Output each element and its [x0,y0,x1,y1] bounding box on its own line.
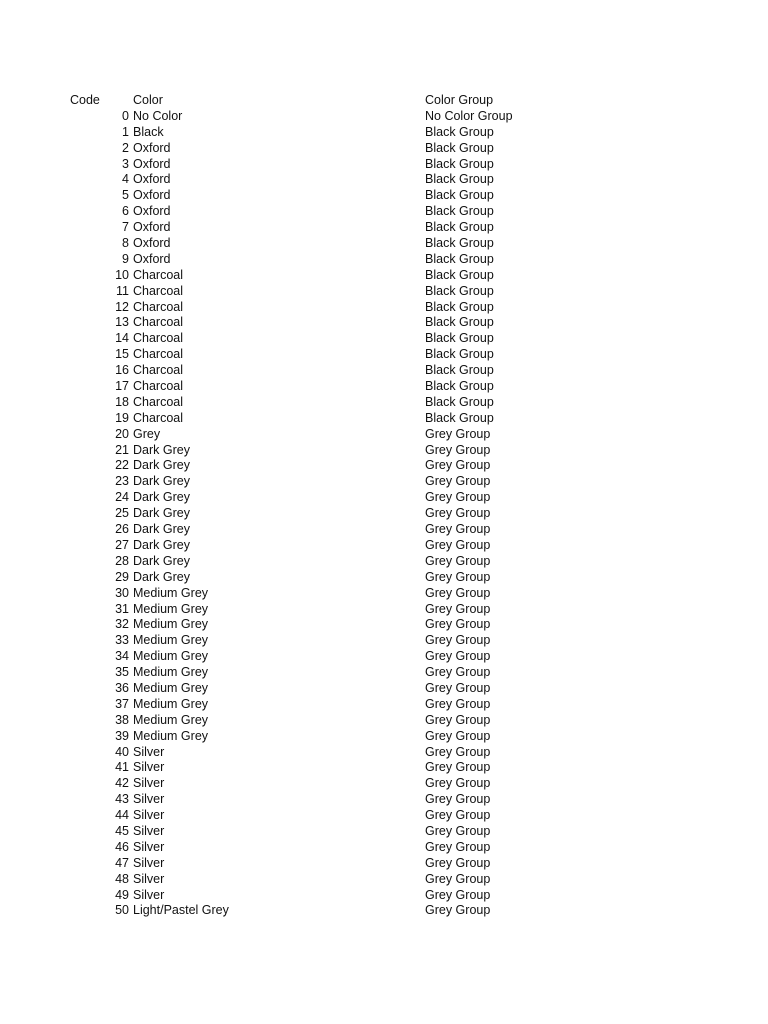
color-cell: Silver [133,871,165,886]
table-row [0,872,768,888]
code-cell: 0 [122,108,129,123]
code-cell: 31 [115,601,129,616]
color-cell: Medium Grey [133,728,209,743]
color-cell: Medium Grey [133,617,209,632]
table-row [0,602,768,618]
color-group-cell: Grey Group [425,792,491,807]
table-row [0,554,768,570]
color-cell: Oxford [133,156,171,171]
color-group-cell: Grey Group [425,665,491,680]
table-row [0,379,768,395]
table-row [0,649,768,665]
table-row [0,760,768,776]
color-group-cell: Grey Group [425,569,491,584]
table-row [0,268,768,284]
table-row [0,395,768,411]
color-cell: Oxford [133,172,171,187]
code-cell: 11 [116,283,129,298]
code-cell: 43 [115,792,129,807]
color-group-cell: Grey Group [425,506,491,521]
color-cell: Silver [133,744,165,759]
code-cell: 25 [115,506,129,521]
color-group-cell: Black Group [425,172,494,187]
color-cell: No Color [133,108,183,123]
color-cell: Medium Grey [133,680,209,695]
code-cell: 30 [115,585,129,600]
table-row [0,172,768,188]
color-group-cell: Grey Group [425,522,491,537]
color-cell: Medium Grey [133,633,209,648]
code-cell: 41 [115,760,129,775]
header-code: Code [70,93,100,107]
color-cell: Oxford [133,140,171,155]
table-row [0,300,768,316]
color-cell: Medium Grey [133,696,209,711]
table-row [0,729,768,745]
table-row [0,824,768,840]
table-row [0,538,768,554]
color-group-cell: Black Group [425,236,494,251]
code-cell: 44 [115,808,129,823]
color-group-cell: Grey Group [425,839,491,854]
color-group-cell: Black Group [425,188,494,203]
color-cell: Charcoal [133,299,184,314]
color-cell: Silver [133,776,165,791]
table-row [0,713,768,729]
code-cell: 10 [115,267,129,282]
table-row [0,681,768,697]
color-group-cell: Black Group [425,124,494,139]
table-row [0,506,768,522]
code-cell: 36 [115,680,129,695]
code-cell: 7 [122,220,129,235]
color-cell: Medium Grey [133,649,209,664]
code-cell: 3 [122,156,129,171]
color-group-cell: Grey Group [425,903,491,918]
code-cell: 40 [115,744,129,759]
table-header-row [0,93,768,109]
color-cell: Medium Grey [133,601,209,616]
table-row [0,490,768,506]
color-group-cell: Grey Group [425,537,491,552]
color-cell: Oxford [133,188,171,203]
code-cell: 14 [115,331,129,346]
table-row [0,141,768,157]
table-row [0,458,768,474]
color-group-cell: Black Group [425,394,494,409]
code-cell: 47 [115,855,129,870]
color-cell: Grey [133,426,161,441]
table-row [0,220,768,236]
code-cell: 5 [122,188,129,203]
color-group-cell: Grey Group [425,490,491,505]
table-row [0,443,768,459]
color-group-cell: Grey Group [425,871,491,886]
code-cell: 6 [122,204,129,219]
table-row [0,586,768,602]
code-cell: 18 [115,394,129,409]
color-cell: Dark Grey [133,474,190,489]
table-row [0,570,768,586]
table-row [0,474,768,490]
table-row [0,808,768,824]
color-group-cell: Grey Group [425,585,491,600]
table-row [0,427,768,443]
table-row [0,109,768,125]
color-cell: Medium Grey [133,665,209,680]
color-cell: Oxford [133,251,171,266]
color-cell: Oxford [133,220,171,235]
table-row [0,157,768,173]
color-cell: Medium Grey [133,712,209,727]
code-cell: 34 [115,649,129,664]
code-cell: 35 [115,665,129,680]
code-cell: 38 [115,712,129,727]
code-cell: 13 [115,315,129,330]
table-row [0,363,768,379]
code-cell: 2 [122,140,129,155]
color-cell: Charcoal [133,331,184,346]
color-cell: Oxford [133,204,171,219]
table-row [0,411,768,427]
color-group-cell: Black Group [425,410,494,425]
color-group-cell: Grey Group [425,760,491,775]
color-group-cell: Grey Group [425,776,491,791]
color-group-cell: Grey Group [425,649,491,664]
color-group-cell: No Color Group [425,108,513,123]
color-cell: Dark Grey [133,458,190,473]
table-row [0,792,768,808]
code-cell: 4 [122,172,129,187]
color-cell: Charcoal [133,410,184,425]
code-cell: 8 [122,236,129,251]
color-group-cell: Black Group [425,156,494,171]
code-cell: 9 [122,251,129,266]
color-group-cell: Black Group [425,251,494,266]
code-cell: 37 [115,696,129,711]
code-cell: 1 [122,124,129,139]
color-cell: Silver [133,808,165,823]
color-group-cell: Black Group [425,267,494,282]
code-cell: 33 [115,633,129,648]
color-group-cell: Grey Group [425,744,491,759]
table-row [0,903,768,919]
color-group-cell: Black Group [425,140,494,155]
color-cell: Charcoal [133,379,184,394]
color-cell: Silver [133,887,165,902]
table-body [0,109,768,919]
table-row [0,522,768,538]
color-group-cell: Black Group [425,220,494,235]
code-cell: 17 [115,379,129,394]
code-cell: 32 [115,617,129,632]
color-cell: Dark Grey [133,553,190,568]
color-group-cell: Grey Group [425,887,491,902]
code-cell: 49 [115,887,129,902]
code-cell: 19 [115,410,129,425]
table-row [0,856,768,872]
code-cell: 45 [115,823,129,838]
color-group-cell: Grey Group [425,728,491,743]
color-group-cell: Black Group [425,204,494,219]
color-group-cell: Grey Group [425,442,491,457]
table-row [0,888,768,904]
table-row [0,745,768,761]
code-cell: 26 [115,522,129,537]
color-group-cell: Grey Group [425,553,491,568]
color-code-table [0,93,768,919]
table-row [0,347,768,363]
color-group-cell: Black Group [425,299,494,314]
table-row [0,284,768,300]
code-cell: 24 [115,490,129,505]
color-cell: Silver [133,839,165,854]
color-group-cell: Grey Group [425,696,491,711]
color-cell: Silver [133,823,165,838]
code-cell: 20 [115,426,129,441]
code-cell: 12 [115,299,129,314]
color-group-cell: Black Group [425,379,494,394]
color-group-cell: Grey Group [425,712,491,727]
table-row [0,331,768,347]
table-row [0,617,768,633]
color-cell: Oxford [133,236,171,251]
header-color: Color [133,93,163,107]
code-cell: 22 [115,458,129,473]
color-group-cell: Grey Group [425,808,491,823]
color-cell: Charcoal [133,283,184,298]
color-group-cell: Black Group [425,283,494,298]
table-row [0,840,768,856]
color-group-cell: Grey Group [425,617,491,632]
color-group-cell: Grey Group [425,474,491,489]
color-cell: Medium Grey [133,585,209,600]
code-cell: 15 [115,347,129,362]
table-row [0,125,768,141]
color-group-cell: Grey Group [425,855,491,870]
color-cell: Dark Grey [133,442,190,457]
table-row [0,236,768,252]
color-group-cell: Grey Group [425,601,491,616]
color-group-cell: Grey Group [425,680,491,695]
color-cell: Charcoal [133,267,184,282]
table-row [0,204,768,220]
table-row [0,188,768,204]
color-cell: Charcoal [133,363,184,378]
table-row [0,315,768,331]
color-cell: Dark Grey [133,490,190,505]
color-cell: Black [133,124,164,139]
header-color-group: Color Group [425,93,494,107]
code-cell: 23 [115,474,129,489]
table-row [0,633,768,649]
code-cell: 21 [115,442,129,457]
table-row [0,776,768,792]
code-cell: 42 [115,776,129,791]
color-cell: Dark Grey [133,569,190,584]
code-cell: 39 [115,728,129,743]
color-group-cell: Grey Group [425,633,491,648]
table-row [0,697,768,713]
code-cell: 50 [115,903,129,918]
color-cell: Dark Grey [133,537,190,552]
code-cell: 46 [115,839,129,854]
color-group-cell: Black Group [425,363,494,378]
color-group-cell: Grey Group [425,823,491,838]
color-cell: Silver [133,792,165,807]
color-cell: Dark Grey [133,522,190,537]
color-cell: Silver [133,855,165,870]
color-cell: Charcoal [133,394,184,409]
color-cell: Dark Grey [133,506,190,521]
color-cell: Light/Pastel Grey [133,903,229,918]
color-group-cell: Black Group [425,315,494,330]
code-cell: 29 [115,569,129,584]
color-cell: Charcoal [133,347,184,362]
table-row [0,665,768,681]
color-group-cell: Black Group [425,331,494,346]
color-group-cell: Black Group [425,347,494,362]
table-row [0,252,768,268]
code-cell: 28 [115,553,129,568]
color-cell: Silver [133,760,165,775]
code-cell: 16 [115,363,129,378]
color-group-cell: Grey Group [425,458,491,473]
code-cell: 48 [115,871,129,886]
color-group-cell: Grey Group [425,426,491,441]
code-cell: 27 [115,537,129,552]
color-cell: Charcoal [133,315,184,330]
